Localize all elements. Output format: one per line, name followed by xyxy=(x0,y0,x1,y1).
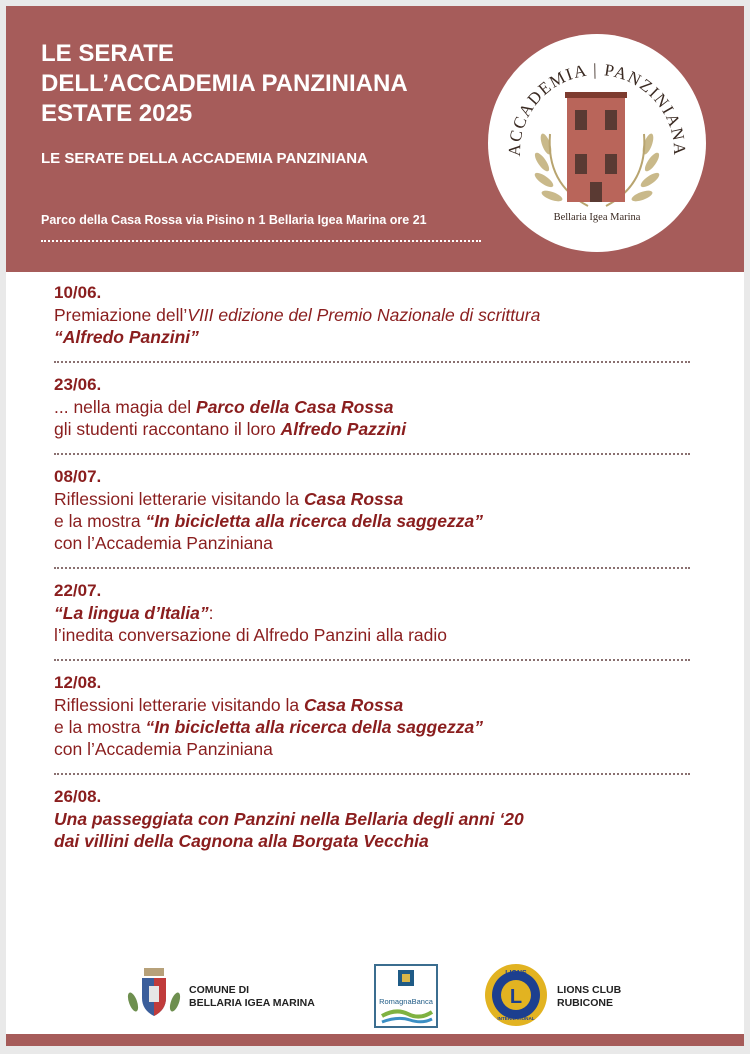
lions-emblem-bottom: INTERNATIONAL xyxy=(497,1016,535,1021)
event-description-line xyxy=(54,418,694,440)
event-description-line xyxy=(54,304,694,326)
dotted-divider xyxy=(54,567,690,569)
sponsor-comune xyxy=(123,964,185,1031)
venue-info: Parco della Casa Rossa via Pisino n 1 Bellaria Igea Marina ore 21 xyxy=(41,213,427,227)
title-line: LE SERATE xyxy=(41,40,174,67)
event-description-line xyxy=(54,624,694,646)
event-item xyxy=(54,282,694,348)
event-description-line xyxy=(54,738,694,760)
dotted-divider xyxy=(54,773,690,775)
event-description-line xyxy=(54,532,694,554)
event-text: e la mostra xyxy=(54,511,146,531)
title-line: DELL’ACCADEMIA PANZINIANA xyxy=(41,70,408,97)
event-text: l’inedita conversazione di Alfredo Panzini alla radio xyxy=(54,625,448,645)
event-item xyxy=(54,374,694,440)
bank-name: RomagnaBanca xyxy=(379,997,433,1006)
event-item xyxy=(54,580,694,646)
event-text: VIII edizione del Premio Nazionale di scrittura xyxy=(187,305,541,325)
event-text: : xyxy=(208,603,214,623)
event-description-line xyxy=(54,830,694,852)
event-item xyxy=(54,672,694,760)
title-line: ESTATE 2025 xyxy=(41,100,193,127)
dotted-divider xyxy=(41,240,481,242)
event-highlight: Una passeggiata con Panzini nella Bellaria degli anni ‘20 xyxy=(54,809,524,829)
dotted-divider xyxy=(54,361,690,363)
sponsor-romagnabanca xyxy=(374,964,438,1033)
event-date: 12/08. xyxy=(54,673,102,692)
event-item xyxy=(54,786,694,852)
event-description-line xyxy=(54,326,694,348)
lions-emblem-top: LIONS xyxy=(505,970,527,977)
footer-band xyxy=(6,1034,744,1046)
event-highlight: Parco della Casa Rossa xyxy=(196,397,394,417)
event-item xyxy=(54,466,694,554)
sponsor-lions xyxy=(483,962,549,1033)
dotted-divider xyxy=(54,453,690,455)
event-text: Premiazione dell’ xyxy=(54,305,188,325)
event-description-line xyxy=(54,716,694,738)
event-highlight: dai villini della Cagnona alla Borgata Vecchia xyxy=(54,831,429,851)
event-highlight: “In bicicletta alla ricerca della saggezza” xyxy=(145,717,483,737)
event-highlight: “In bicicletta alla ricerca della saggezza” xyxy=(145,511,483,531)
event-text: ... nella magia del xyxy=(54,397,197,417)
event-highlight: “Alfredo Panzini” xyxy=(54,327,199,347)
romagnabanca-logo-icon xyxy=(374,964,438,1028)
event-date: 23/06. xyxy=(54,375,102,394)
event-description-line xyxy=(54,694,694,716)
accademia-logo xyxy=(488,34,706,252)
event-text: e la mostra xyxy=(54,717,146,737)
logo-bottom-text: Bellaria Igea Marina xyxy=(553,212,641,223)
event-description-line xyxy=(54,808,694,830)
event-text: Riflessioni letterarie visitando la xyxy=(54,695,304,715)
event-date: 22/07. xyxy=(54,581,102,600)
page-title xyxy=(41,39,471,129)
event-list xyxy=(54,282,694,852)
dotted-divider xyxy=(54,659,690,661)
red-house-with-laurel-icon xyxy=(488,34,706,252)
comune-label: COMUNE DI BELLARIA IGEA MARINA xyxy=(189,984,315,1009)
event-date: 08/07. xyxy=(54,467,102,486)
event-highlight: Casa Rossa xyxy=(303,695,404,715)
event-text: con l’Accademia Panziniana xyxy=(54,739,273,759)
svg-text:L: L xyxy=(509,986,523,1008)
event-highlight: Alfredo Pazzini xyxy=(280,419,407,439)
logo-arc-text: ACCADEMIA | PANZINIANA xyxy=(504,59,690,157)
lions-label: LIONS CLUB RUBICONE xyxy=(557,984,622,1009)
event-text: gli studenti raccontano il loro xyxy=(54,419,281,439)
event-description-line xyxy=(54,488,694,510)
event-text: Riflessioni letterarie visitando la xyxy=(54,489,304,509)
coat-of-arms-icon xyxy=(123,964,185,1026)
event-description-line xyxy=(54,602,694,624)
lions-emblem-icon xyxy=(483,962,549,1028)
flyer xyxy=(6,6,744,1046)
event-highlight: Casa Rossa xyxy=(303,489,404,509)
event-date: 10/06. xyxy=(54,283,102,302)
event-text: con l’Accademia Panziniana xyxy=(54,533,273,553)
event-highlight: “La lingua d’Italia” xyxy=(54,603,209,623)
subtitle: LE SERATE DELLA ACCADEMIA PANZINIANA xyxy=(41,150,368,167)
event-description-line xyxy=(54,510,694,532)
event-description-line xyxy=(54,396,694,418)
event-date: 26/08. xyxy=(54,787,102,806)
header-band xyxy=(6,6,744,272)
